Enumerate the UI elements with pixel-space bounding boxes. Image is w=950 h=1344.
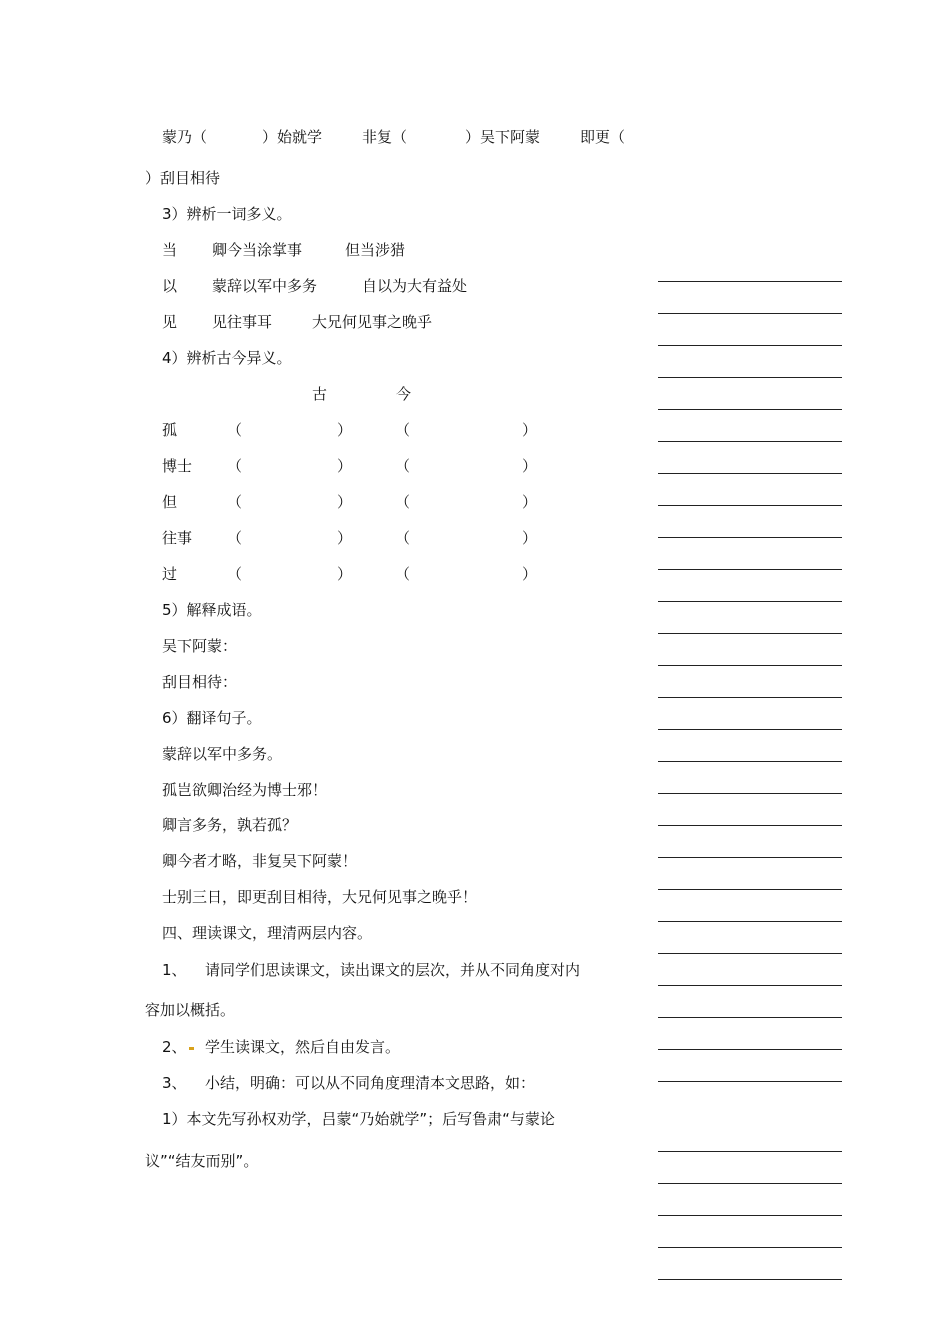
example-sentence: 见往事耳 [212, 313, 273, 331]
blank-close: ） [522, 457, 538, 475]
item-text: 议”“结友而别”。 [145, 1152, 259, 1170]
item-text: 小结，明确：可以从不同角度理清本文思路，如： [205, 1074, 536, 1092]
note-line[interactable] [658, 601, 842, 602]
blank-open: （ [227, 421, 243, 439]
note-line[interactable] [658, 1215, 842, 1216]
note-line[interactable] [658, 505, 842, 506]
text-line: 非复（ [362, 128, 408, 146]
item-text: 容加以概括。 [145, 1001, 236, 1019]
example-sentence: 大兄何见事之晚乎 [312, 313, 433, 331]
item-text: 1）本文先写孙权劝学，吕蒙“乃始就学”；后写鲁肃“与蒙论 [162, 1110, 555, 1128]
item-text: 学生读课文，然后自由发言。 [205, 1038, 401, 1056]
note-line[interactable] [658, 761, 842, 762]
question-heading: 5）解释成语。 [162, 601, 262, 619]
question-heading: 6）翻译句子。 [162, 709, 262, 727]
blank-close: ） [337, 457, 353, 475]
note-line[interactable] [658, 441, 842, 442]
item-number: 1、 [162, 961, 187, 979]
example-sentence: 自以为大有益处 [362, 277, 468, 295]
blank-close: ） [337, 529, 353, 547]
blank-open: （ [395, 457, 411, 475]
note-line[interactable] [658, 409, 842, 410]
blank-close: ） [337, 565, 353, 583]
translate-sentence: 孤岂欲卿治经为博士邪！ [162, 781, 328, 799]
blank-open: （ [395, 493, 411, 511]
note-line[interactable] [658, 473, 842, 474]
note-line[interactable] [658, 793, 842, 794]
note-line[interactable] [658, 1151, 842, 1152]
polysemy-word: 以 [162, 277, 178, 295]
polysemy-word: 当 [162, 241, 178, 259]
note-line[interactable] [658, 345, 842, 346]
item-number-text: 2、 [162, 1038, 187, 1056]
example-sentence: 但当涉猎 [345, 241, 406, 259]
text-line: ）始就学 [262, 128, 323, 146]
blank-open: （ [227, 493, 243, 511]
note-line[interactable] [658, 1247, 842, 1248]
highlight-mark [189, 1047, 194, 1050]
blank-close: ） [337, 421, 353, 439]
note-line[interactable] [658, 1279, 842, 1280]
note-line[interactable] [658, 889, 842, 890]
note-line[interactable] [658, 697, 842, 698]
note-line[interactable] [658, 1049, 842, 1050]
blank-open: （ [395, 421, 411, 439]
column-header-gu: 古 [312, 385, 328, 403]
blank-close: ） [337, 493, 353, 511]
item-number: 3、 [162, 1074, 187, 1092]
note-line[interactable] [658, 1081, 842, 1082]
note-line[interactable] [658, 921, 842, 922]
gujin-word: 过 [162, 565, 178, 583]
text-line: ）刮目相待 [145, 169, 221, 187]
blank-open: （ [395, 529, 411, 547]
blank-open: （ [395, 565, 411, 583]
gujin-word: 但 [162, 493, 178, 511]
note-line[interactable] [658, 825, 842, 826]
note-line[interactable] [658, 281, 842, 282]
translate-sentence: 蒙辞以军中多务。 [162, 745, 283, 763]
blank-open: （ [227, 457, 243, 475]
blank-close: ） [522, 421, 538, 439]
gujin-word: 往事 [162, 529, 193, 547]
translate-sentence: 卿言多务，孰若孤？ [162, 816, 298, 834]
note-line[interactable] [658, 665, 842, 666]
text-line: 即更（ [580, 128, 626, 146]
gujin-word: 孤 [162, 421, 178, 439]
translate-sentence: 士别三日，即更刮目相待，大兄何见事之晚乎！ [162, 888, 478, 906]
blank-close: ） [522, 529, 538, 547]
polysemy-word: 见 [162, 313, 178, 331]
section-heading: 四、理读课文，理清两层内容。 [162, 924, 373, 942]
note-line[interactable] [658, 729, 842, 730]
note-line[interactable] [658, 1183, 842, 1184]
item-number [162, 1037, 194, 1057]
item-text: 请同学们思读课文，读出课文的层次，并从不同角度对内 [205, 961, 581, 979]
blank-open: （ [227, 565, 243, 583]
idiom-item: 吴下阿蒙： [162, 637, 238, 655]
translate-sentence: 卿今者才略，非复吴下阿蒙！ [162, 852, 358, 870]
note-line[interactable] [658, 953, 842, 954]
note-line[interactable] [658, 857, 842, 858]
note-line[interactable] [658, 633, 842, 634]
text-line: 蒙乃（ [162, 128, 208, 146]
blank-close: ） [522, 493, 538, 511]
note-line[interactable] [658, 1017, 842, 1018]
note-line[interactable] [658, 537, 842, 538]
idiom-item: 刮目相待： [162, 673, 238, 691]
question-heading: 4）辨析古今异义。 [162, 349, 292, 367]
column-header-jin: 今 [396, 385, 412, 403]
note-line[interactable] [658, 313, 842, 314]
blank-open: （ [227, 529, 243, 547]
example-sentence: 蒙辞以军中多务 [212, 277, 318, 295]
note-line[interactable] [658, 377, 842, 378]
gujin-word: 博士 [162, 457, 193, 475]
example-sentence: 卿今当涂掌事 [212, 241, 303, 259]
question-heading: 3）辨析一词多义。 [162, 205, 292, 223]
blank-close: ） [522, 565, 538, 583]
note-line[interactable] [658, 985, 842, 986]
note-line[interactable] [658, 569, 842, 570]
text-line: ）吴下阿蒙 [465, 128, 541, 146]
